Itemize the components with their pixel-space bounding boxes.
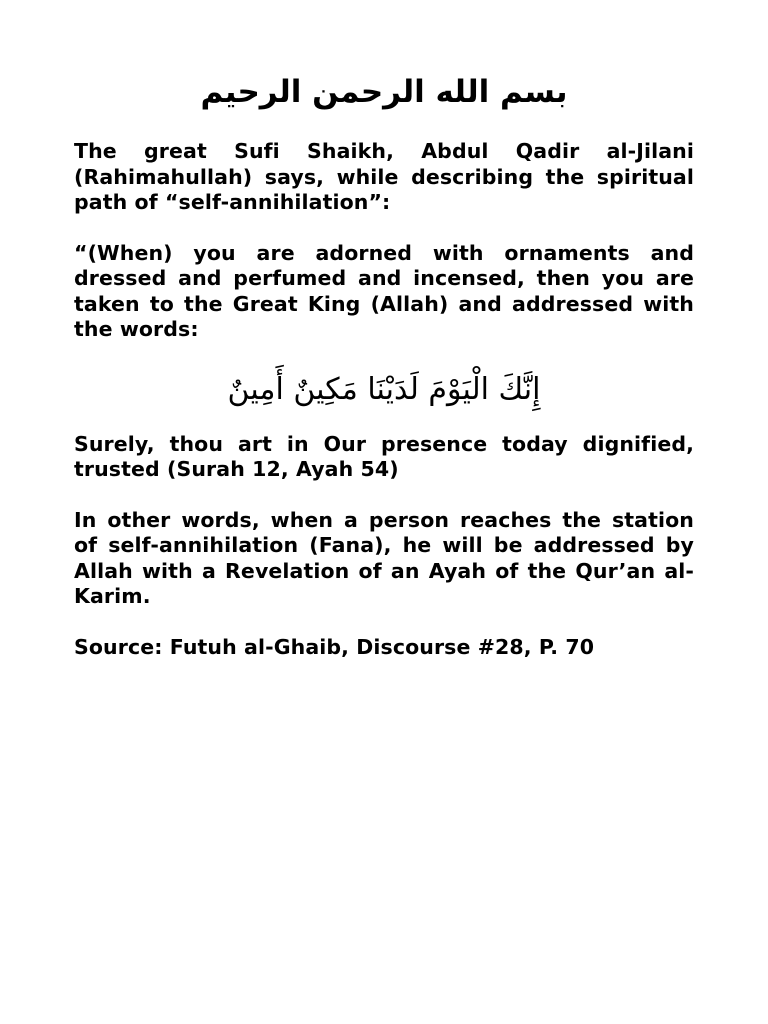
basmala-heading: بسم الله الرحمن الرحيم (200, 74, 568, 110)
explanation-paragraph: In other words, when a person reaches the station of self-annihilation (Fana), he will be addressed by Allah with a Revelation of an Ayah of the Qur’an al-Karim. (74, 507, 694, 608)
intro-paragraph: The great Sufi Shaikh, Abdul Qadir al-Jilani (Rahimahullah) says, while describing the spiritual path of “self-annihilation”: (74, 139, 694, 214)
quote-paragraph: “(When) you are adorned with ornaments and dressed and perfumed and incensed, then you are taken to the Great King (Allah) and addressed with the words: (74, 240, 694, 341)
source-citation: Source: Futuh al-Ghaib, Discourse #28, P. 70 (74, 634, 595, 659)
document-page (74, 70, 694, 685)
translation-paragraph: Surely, thou art in Our presence today dignified, trusted (Surah 12, Ayah 54) (74, 431, 694, 481)
ayah-arabic-text: إِنَّكَ الْيَوْمَ لَدَيْنَا مَكِينٌ أَمِينٌ (227, 371, 541, 407)
